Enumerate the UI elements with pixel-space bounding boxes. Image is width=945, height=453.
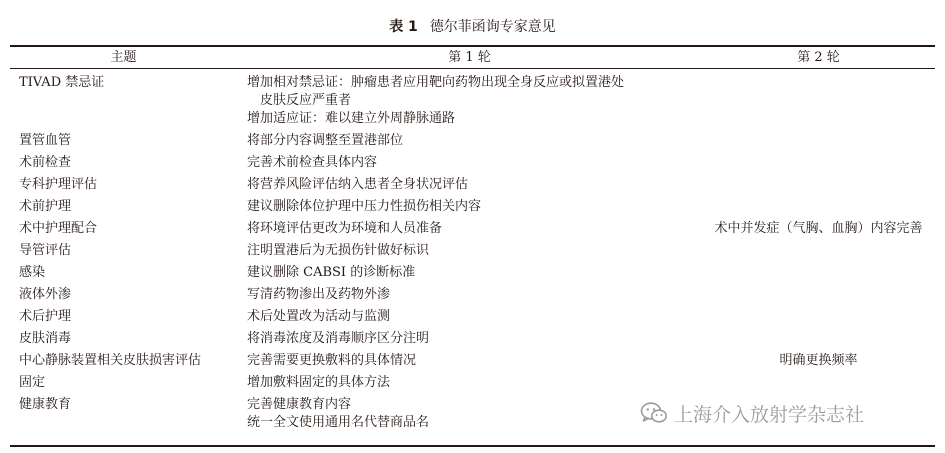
cell-round1-line: 术后处置改为活动与监测 (247, 309, 391, 324)
table-row (10, 328, 935, 350)
cell-round1-line: 建议删除 CABSI 的诊断标准 (247, 265, 416, 280)
cell-round1-line: 增加适应证：难以建立外周静脉通路 (247, 111, 456, 126)
cell-round1-line: 统一全文使用通用名代替商品名 (247, 415, 430, 430)
cell-round1 (237, 220, 702, 238)
table-caption (0, 18, 945, 36)
cell-round1 (237, 132, 702, 150)
cell-round2: 明确更换频率 (779, 353, 858, 368)
cell-round1 (237, 374, 702, 392)
cell-round1 (237, 286, 702, 304)
cell-topic: 中心静脉装置相关皮肤损害评估 (19, 353, 202, 368)
watermark-text: 上海介入放射学杂志社 (674, 403, 865, 426)
table-row (10, 350, 935, 372)
table-row (10, 284, 935, 306)
wechat-icon (640, 401, 668, 425)
cell-round1 (237, 176, 702, 194)
cell-topic: 液体外渗 (19, 287, 72, 302)
table-row (10, 218, 935, 240)
cell-round1-line: 将消毒浓度及消毒顺序区分注明 (247, 331, 430, 346)
table-row (10, 196, 935, 218)
cell-topic: 术前检查 (19, 155, 72, 170)
watermark (640, 400, 864, 426)
cell-round1 (237, 264, 702, 282)
cell-round1 (237, 154, 702, 172)
bottom-rule (10, 445, 935, 447)
column-header-round1: 第 1 轮 (448, 50, 491, 65)
cell-round1-line: 将部分内容调整至置港部位 (247, 133, 404, 148)
table-label: 表 1 (389, 19, 418, 35)
cell-topic: 专科护理评估 (19, 177, 98, 192)
cell-round2: 术中并发症（气胸、血胸）内容完善 (714, 221, 923, 236)
cell-round1-line: 完善需要更换敷料的具体情况 (247, 353, 417, 368)
cell-round1-line: 完善健康教育内容 (247, 397, 352, 412)
cell-round1 (237, 308, 702, 326)
table-header (10, 48, 935, 68)
cell-round1-line: 完善术前检查具体内容 (247, 155, 378, 170)
cell-topic: 健康教育 (19, 397, 72, 412)
cell-topic: 皮肤消毒 (19, 331, 72, 346)
cell-round1 (237, 396, 702, 432)
cell-topic: 术后护理 (19, 309, 72, 324)
column-header-topic: 主题 (110, 50, 137, 65)
cell-topic: 固定 (19, 375, 46, 390)
cell-round1 (237, 198, 702, 216)
cell-round1-line: 将营养风险评估纳入患者全身状况评估 (247, 177, 469, 192)
cell-round1-line: 写清药物渗出及药物外渗 (247, 287, 391, 302)
cell-round1 (237, 74, 702, 128)
cell-round1-line: 增加敷料固定的具体方法 (247, 375, 391, 390)
cell-round1 (237, 242, 702, 260)
table-row (10, 72, 935, 130)
table-body (10, 72, 935, 434)
cell-topic: 术中护理配合 (19, 221, 98, 236)
cell-round1-line: 增加相对禁忌证：肿瘤患者应用靶向药物出现全身反应或拟置港处 (247, 75, 625, 90)
cell-topic: 感染 (19, 265, 46, 280)
cell-round1 (237, 352, 702, 370)
cell-round1-line: 建议删除体位护理中压力性损伤相关内容 (247, 199, 482, 214)
header-rule (10, 68, 935, 69)
table-row (10, 240, 935, 262)
table-row (10, 262, 935, 284)
table-row (10, 306, 935, 328)
column-header-round2: 第 2 轮 (797, 50, 840, 65)
cell-topic: 置管血管 (19, 133, 72, 148)
cell-topic: TIVAD 禁忌证 (19, 75, 105, 90)
table-row (10, 152, 935, 174)
cell-topic: 术前护理 (19, 199, 72, 214)
cell-round1-line: 将环境评估更改为环境和人员准备 (247, 221, 443, 236)
table-row (10, 372, 935, 394)
cell-topic: 导管评估 (19, 243, 72, 258)
cell-round1-line: 皮肤反应严重者 (260, 93, 352, 108)
table-title: 德尔菲函询专家意见 (429, 19, 556, 35)
table-row (10, 130, 935, 152)
top-rule (10, 45, 935, 47)
cell-round1 (237, 330, 702, 348)
table-row (10, 174, 935, 196)
cell-round1-line: 注明置港后为无损伤针做好标识 (247, 243, 430, 258)
